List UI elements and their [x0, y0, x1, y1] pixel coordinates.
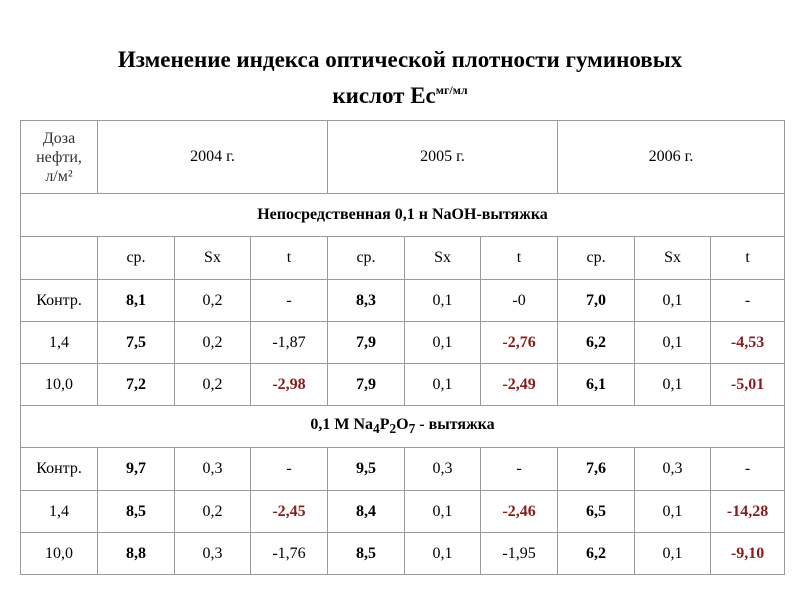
- cell-t-significant: -14,28: [711, 491, 785, 533]
- dose-header-line-1: Доза: [42, 129, 76, 147]
- cell-mean: 7,5: [98, 322, 175, 364]
- table-row: [21, 364, 785, 406]
- stats-header-empty: [21, 237, 98, 280]
- section2-part-3: O: [396, 415, 409, 433]
- table-row: [21, 280, 785, 322]
- cell-t-significant: -2,49: [481, 364, 558, 406]
- cell-sx: 0,1: [635, 491, 711, 533]
- page-title: [0, 44, 800, 111]
- stat-header-t: t: [251, 237, 328, 280]
- header-row-years: [21, 121, 785, 194]
- cell-mean: 8,4: [328, 491, 405, 533]
- stat-header-t: t: [711, 237, 785, 280]
- cell-mean: 8,5: [328, 533, 405, 575]
- cell-t: -: [711, 280, 785, 322]
- data-table: [20, 120, 785, 575]
- header-row-stats: [21, 237, 785, 280]
- cell-sx: 0,2: [175, 364, 251, 406]
- title-line-2: [0, 75, 800, 111]
- cell-sx: 0,2: [175, 322, 251, 364]
- title-unit: мг/мл: [435, 83, 468, 97]
- cell-t: -1,87: [251, 322, 328, 364]
- cell-mean: 7,6: [558, 448, 635, 491]
- section-row-naoh: [21, 194, 785, 237]
- stat-header-mean: ср.: [328, 237, 405, 280]
- stat-header-mean: ср.: [98, 237, 175, 280]
- cell-sx: 0,3: [175, 448, 251, 491]
- row-label: 10,0: [21, 533, 98, 575]
- cell-t-significant: -2,46: [481, 491, 558, 533]
- cell-mean: 6,2: [558, 322, 635, 364]
- section2-part-2: P: [379, 415, 390, 433]
- cell-t: -0: [481, 280, 558, 322]
- table-row: [21, 322, 785, 364]
- section2-part-4: - вытяжка: [415, 415, 495, 433]
- stat-header-t: t: [481, 237, 558, 280]
- dose-header-line-3: л/м²: [45, 167, 73, 185]
- section-header-na4p2o7: [21, 406, 785, 448]
- cell-t-significant: -9,10: [711, 533, 785, 575]
- stat-header-sx: Sx: [175, 237, 251, 280]
- cell-sx: 0,1: [635, 533, 711, 575]
- section-row-na4p2o7: [21, 406, 785, 448]
- table-row: [21, 448, 785, 491]
- cell-mean: 7,2: [98, 364, 175, 406]
- cell-sx: 0,1: [405, 322, 481, 364]
- cell-mean: 8,5: [98, 491, 175, 533]
- title-line-2-text: кислот Ec: [332, 83, 436, 108]
- cell-sx: 0,3: [405, 448, 481, 491]
- cell-sx: 0,1: [405, 280, 481, 322]
- row-label: Контр.: [21, 280, 98, 322]
- year-2005-header: 2005 г.: [328, 121, 558, 194]
- cell-mean: 8,3: [328, 280, 405, 322]
- cell-sx: 0,1: [635, 364, 711, 406]
- cell-t: -: [251, 280, 328, 322]
- cell-sx: 0,2: [175, 280, 251, 322]
- cell-sx: 0,1: [635, 322, 711, 364]
- cell-sx: 0,2: [175, 491, 251, 533]
- cell-mean: 9,7: [98, 448, 175, 491]
- cell-sx: 0,3: [635, 448, 711, 491]
- dose-header-line-2: нефти,: [36, 148, 82, 166]
- cell-sx: 0,1: [405, 491, 481, 533]
- table-row: [21, 491, 785, 533]
- section2-sub-2: 2: [389, 421, 397, 437]
- cell-t-significant: -2,98: [251, 364, 328, 406]
- title-line-1: Изменение индекса оптической плотности гуминовых: [117, 47, 683, 72]
- stat-header-sx: Sx: [635, 237, 711, 280]
- cell-t: -: [481, 448, 558, 491]
- cell-mean: 8,1: [98, 280, 175, 322]
- year-2004-header: 2004 г.: [98, 121, 328, 194]
- cell-t-significant: -2,45: [251, 491, 328, 533]
- cell-sx: 0,1: [635, 280, 711, 322]
- cell-mean: 6,2: [558, 533, 635, 575]
- row-label: 1,4: [21, 491, 98, 533]
- cell-t: -: [251, 448, 328, 491]
- year-2006-header: 2006 г.: [558, 121, 785, 194]
- cell-sx: 0,3: [175, 533, 251, 575]
- row-label: 10,0: [21, 364, 98, 406]
- cell-mean: 7,0: [558, 280, 635, 322]
- cell-mean: 7,9: [328, 364, 405, 406]
- cell-t-significant: -5,01: [711, 364, 785, 406]
- cell-mean: 9,5: [328, 448, 405, 491]
- stat-header-sx: Sx: [405, 237, 481, 280]
- section2-sub-1: 4: [373, 421, 380, 437]
- row-label: 1,4: [21, 322, 98, 364]
- stat-header-mean: ср.: [558, 237, 635, 280]
- dose-header: [21, 121, 98, 194]
- cell-t: -1,76: [251, 533, 328, 575]
- cell-t: -: [711, 448, 785, 491]
- section2-part-1: 0,1 М Na: [310, 415, 374, 433]
- table-row: [21, 533, 785, 575]
- section-header-naoh: Непосредственная 0,1 н NaOH-вытяжка: [21, 194, 785, 237]
- cell-t-significant: -2,76: [481, 322, 558, 364]
- cell-t: -1,95: [481, 533, 558, 575]
- section2-sub-3: 7: [408, 421, 416, 437]
- cell-sx: 0,1: [405, 533, 481, 575]
- cell-mean: 6,1: [558, 364, 635, 406]
- cell-t-significant: -4,53: [711, 322, 785, 364]
- cell-mean: 6,5: [558, 491, 635, 533]
- cell-mean: 8,8: [98, 533, 175, 575]
- cell-sx: 0,1: [405, 364, 481, 406]
- row-label: Контр.: [21, 448, 98, 491]
- cell-mean: 7,9: [328, 322, 405, 364]
